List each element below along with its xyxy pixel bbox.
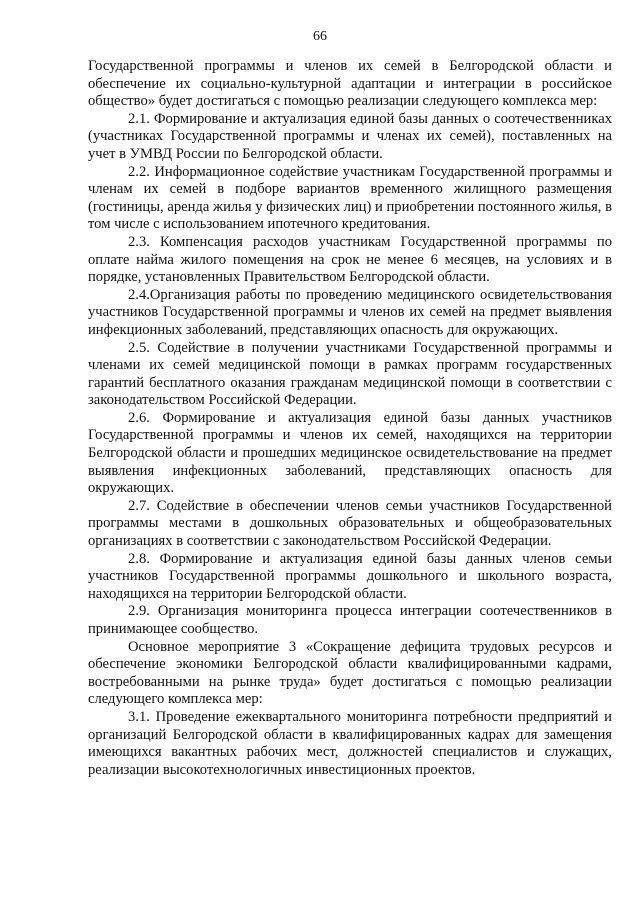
page-number: 66 <box>313 29 327 44</box>
document-body <box>88 58 612 779</box>
paragraph-continuation: Государственной программы и членов их семей в Белгородской области и обеспечение их социально-культурной адаптации и интеграции в российское общество» будет достигаться с помощью реализации следующего комплекса мер: <box>88 58 612 110</box>
paragraph-2-3: 2.3. Компенсация расходов участникам Государственной программы по оплате найма жилого помещения на срок не менее 6 месяцев, на условиях и в порядке, установленных Правительством Белгородской области. <box>88 233 612 286</box>
paragraph-2-8: 2.8. Формирование и актуализация единой базы данных членов семьи участников Государственной программы дошкольного и школьного возраста, находящихся на территории Белгородской области. <box>88 550 612 602</box>
paragraph-2-5: 2.5. Содействие в получении участниками Государственной программы и членами их семей медицинской помощи в рамках программ государственных гарантий бесплатного оказания гражданам медицинской помощи в соответствии с законодательством Российской Федерации. <box>88 339 612 409</box>
paragraph-2-6: 2.6. Формирование и актуализация единой базы данных участников Государственной программы и членов их семей, находящихся на территории Белгородской области и прошедших медицинское освидетельствование на предмет выявления инфекционных заболеваний, представляющих опасность для окружающих. <box>88 409 612 497</box>
paragraph-2-1: 2.1. Формирование и актуализация единой базы данных о соотечественниках (участниках Государственной программы и членах их семей), поставленных на учет в УМВД России по Белгородской области. <box>88 110 612 162</box>
paragraph-2-2: 2.2. Информационное содействие участникам Государственной программы и членам их семей в подборе вариантов временного жилищного размещения (гостиницы, аренда жилья у физических лиц) и приобретении постоянного жилья, в том числе с использованием ипотечного кредитования. <box>88 163 612 233</box>
paragraph-2-9: 2.9. Организация мониторинга процесса интеграции соотечественников в принимающее сообщество. <box>88 603 612 637</box>
paragraph-measure-3: Основное мероприятие 3 «Сокращение дефицита трудовых ресурсов и обеспечение экономики Белгородской области квалифицированными кадрами, востребованными на рынке труда» будет достигаться с помощью реализации следующего комплекса мер: <box>88 638 612 708</box>
paragraph-2-4: 2.4.Организация работы по проведению медицинского освидетельствования участников Государственной программы и членов их семей на предмет выявления инфекционных заболеваний, представляющих опасность для окружающих. <box>88 286 612 338</box>
paragraph-2-7: 2.7. Содействие в обеспечении членов семьи участников Государственной программы местами в дошкольных образовательных и общеобразовательных организациях в соответствии с законодательством Российской Федерации. <box>88 497 612 550</box>
paragraph-3-1: 3.1. Проведение ежеквартального мониторинга потребности предприятий и организаций Белгородской области в квалифицированных кадрах для замещения имеющихся вакантных рабочих мест, должностей специалистов и служащих, реализации высокотехнологичных инвестиционных проектов. <box>88 708 612 778</box>
